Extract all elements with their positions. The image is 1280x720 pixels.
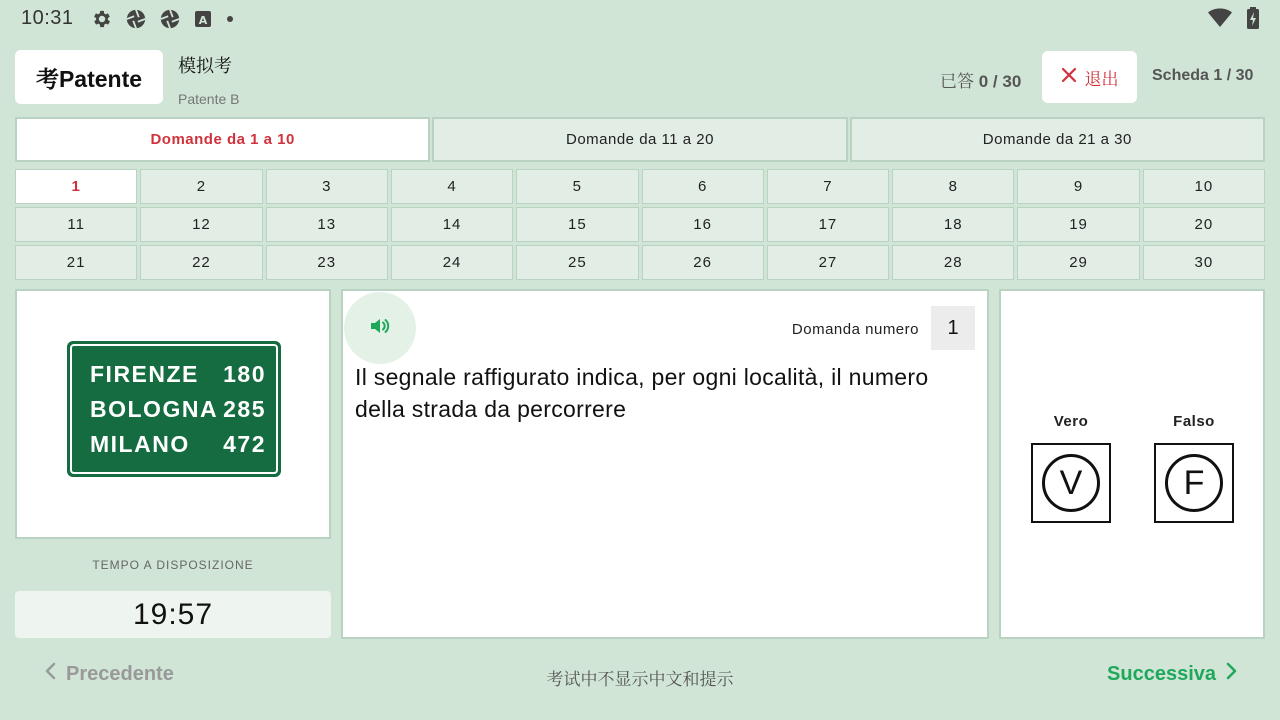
gear-icon <box>91 8 113 30</box>
footer-note: 考试中不显示中文和提示 <box>546 670 734 689</box>
tab-questions-21-30[interactable]: Domande da 21 a 30 <box>850 117 1265 162</box>
countdown-timer: 19:57 <box>15 591 331 638</box>
question-number-cell[interactable]: 29 <box>1017 245 1139 280</box>
question-number-cell[interactable]: 5 <box>516 169 638 204</box>
tab-questions-1-10[interactable]: Domande da 1 a 10 <box>15 117 430 162</box>
question-image-panel <box>15 289 331 539</box>
status-bar <box>0 0 1280 36</box>
previous-button[interactable] <box>44 662 174 686</box>
answer-false <box>1154 413 1234 523</box>
answer-true-label: Vero <box>1053 413 1089 430</box>
answer-false-button[interactable] <box>1154 443 1234 523</box>
page-title: 模拟考 <box>178 56 232 76</box>
question-number-cell[interactable]: 9 <box>1017 169 1139 204</box>
road-sign-border <box>70 344 278 474</box>
question-number-cell[interactable]: 16 <box>642 207 764 242</box>
dot-icon <box>225 14 235 24</box>
question-number-cell[interactable]: 20 <box>1143 207 1265 242</box>
next-label: Successiva <box>1107 662 1216 685</box>
question-number-cell[interactable]: 22 <box>140 245 262 280</box>
question-number-cell[interactable]: 10 <box>1143 169 1265 204</box>
question-number-label: Domanda numero <box>791 321 919 338</box>
sign-city: FIRENZE <box>90 361 199 387</box>
wifi-icon <box>1208 8 1232 33</box>
question-number-cell[interactable]: 13 <box>266 207 388 242</box>
question-number-cell[interactable]: 7 <box>767 169 889 204</box>
answer-false-letter: F <box>1165 454 1223 512</box>
answered-value: 0 / 30 <box>978 72 1022 91</box>
question-panel <box>341 289 989 639</box>
aperture-icon <box>159 8 181 30</box>
question-number-badge: 1 <box>931 306 975 350</box>
previous-label: Precedente <box>66 662 174 685</box>
keyboard-a-icon <box>193 9 213 29</box>
question-number-cell[interactable]: 1 <box>15 169 137 204</box>
question-number-cell[interactable]: 6 <box>642 169 764 204</box>
answer-panel <box>999 289 1265 639</box>
audio-button[interactable] <box>344 292 416 364</box>
question-number-cell[interactable]: 15 <box>516 207 638 242</box>
question-number-cell[interactable]: 4 <box>391 169 513 204</box>
answered-counter <box>940 67 1021 92</box>
next-button[interactable] <box>1107 662 1238 686</box>
question-number-cell[interactable]: 27 <box>767 245 889 280</box>
time-label: TEMPO A DISPOSIZIONE <box>92 558 254 572</box>
exit-label: 退出 <box>1084 69 1119 89</box>
sign-row <box>90 357 266 392</box>
sign-km: 472 <box>223 431 266 457</box>
status-time: 10:31 <box>21 7 74 29</box>
question-text: Il segnale raffigurato indica, per ogni località, il numero della strada da percorrere <box>355 364 929 422</box>
close-icon <box>1061 67 1077 88</box>
question-number-cell[interactable]: 19 <box>1017 207 1139 242</box>
exit-button[interactable] <box>1042 51 1137 103</box>
answer-false-label: Falso <box>1173 413 1215 430</box>
question-number-cell[interactable]: 18 <box>892 207 1014 242</box>
page-subtitle: Patente B <box>178 91 240 107</box>
answer-true-letter: V <box>1042 454 1100 512</box>
question-range-tabs <box>15 117 1265 162</box>
status-right-icons <box>1208 7 1260 34</box>
sign-city: MILANO <box>90 431 190 457</box>
question-number-cell[interactable]: 28 <box>892 245 1014 280</box>
question-number-cell[interactable]: 17 <box>767 207 889 242</box>
scheda-counter: Scheda 1 / 30 <box>1152 67 1254 84</box>
question-number-cell[interactable]: 2 <box>140 169 262 204</box>
question-number-grid <box>15 169 1265 280</box>
question-number-cell[interactable]: 11 <box>15 207 137 242</box>
app-logo: 考Patente <box>15 50 163 104</box>
chevron-right-icon <box>1226 662 1238 686</box>
road-sign-image <box>67 341 281 477</box>
question-number-cell[interactable]: 8 <box>892 169 1014 204</box>
tab-questions-11-20[interactable]: Domande da 11 a 20 <box>432 117 847 162</box>
status-icons <box>91 8 235 30</box>
chevron-left-icon <box>44 662 56 686</box>
aperture-icon <box>125 8 147 30</box>
battery-charging-icon <box>1246 7 1260 34</box>
answer-true-button[interactable] <box>1031 443 1111 523</box>
question-number-cell[interactable]: 30 <box>1143 245 1265 280</box>
sign-city: BOLOGNA <box>90 396 219 422</box>
question-number-cell[interactable]: 26 <box>642 245 764 280</box>
sign-km: 180 <box>223 361 266 387</box>
svg-text:A: A <box>198 14 208 27</box>
sign-km: 285 <box>223 396 266 422</box>
speaker-icon <box>368 314 392 343</box>
sign-row <box>90 427 266 462</box>
answered-label: 已答 <box>940 72 974 91</box>
question-number-cell[interactable]: 12 <box>140 207 262 242</box>
question-number-cell[interactable]: 21 <box>15 245 137 280</box>
sign-row <box>90 392 266 427</box>
question-number-cell[interactable]: 23 <box>266 245 388 280</box>
question-number-cell[interactable]: 24 <box>391 245 513 280</box>
answer-true <box>1031 413 1111 523</box>
question-number-cell[interactable]: 14 <box>391 207 513 242</box>
question-number-cell[interactable]: 3 <box>266 169 388 204</box>
question-number-cell[interactable]: 25 <box>516 245 638 280</box>
